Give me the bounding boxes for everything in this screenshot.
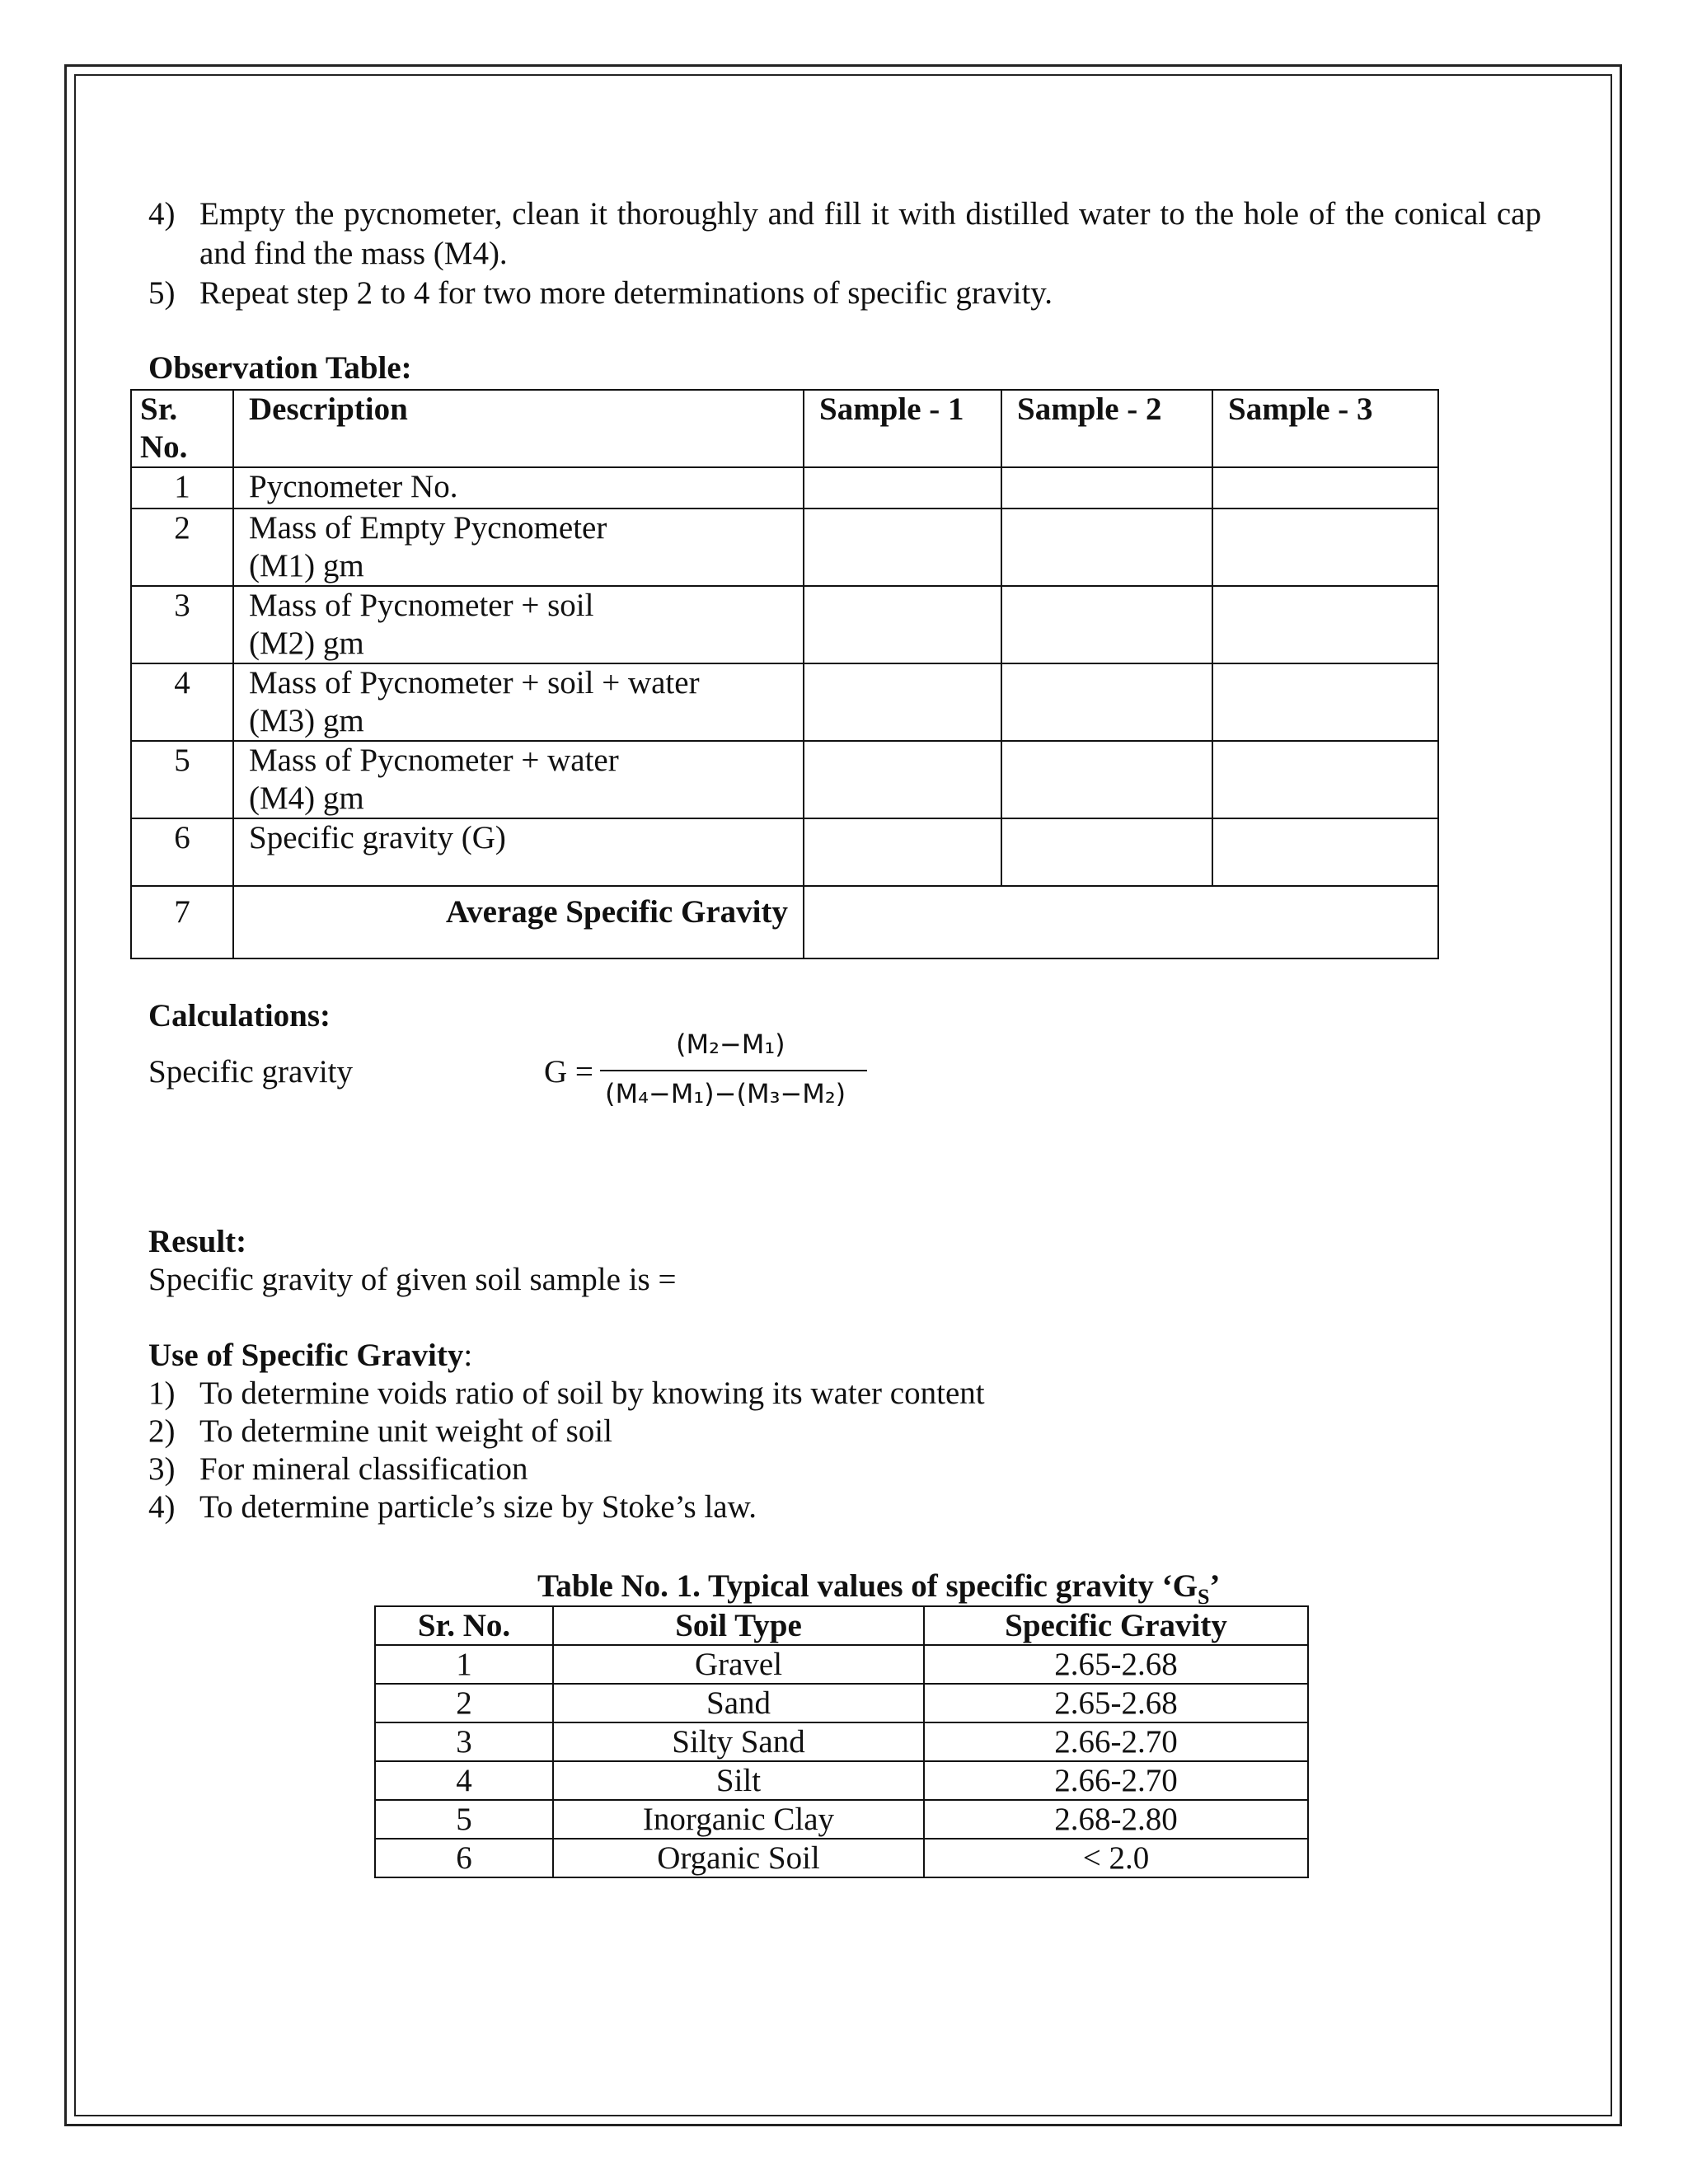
- result-heading: Result:: [148, 1224, 247, 1259]
- step-number: 5): [148, 275, 176, 311]
- cell-soil-type: Inorganic Clay: [553, 1800, 924, 1839]
- list-number: 3): [148, 1451, 176, 1487]
- cell-sr: 5: [375, 1800, 553, 1839]
- row-description: [233, 741, 804, 818]
- table-row: [131, 663, 1438, 741]
- table-row: [375, 1761, 1308, 1800]
- average-row: [131, 886, 1438, 958]
- row-description-line: Mass of Pycnometer + soil: [249, 588, 594, 623]
- row-description: [233, 467, 804, 509]
- observation-table: [130, 389, 1439, 959]
- table-row: [131, 467, 1438, 509]
- uses-heading: Use of Specific Gravity: [148, 1338, 464, 1373]
- table-row: [375, 1684, 1308, 1722]
- cell-sample-2[interactable]: [1001, 509, 1212, 586]
- step-text: Repeat step 2 to 4 for two more determinations of specific gravity.: [199, 275, 1053, 311]
- typical-table-caption: [537, 1568, 1220, 1610]
- cell-specific-gravity: 2.68-2.80: [924, 1800, 1308, 1839]
- step-5: [148, 274, 1541, 313]
- calculations-label: Specific gravity: [148, 1054, 353, 1090]
- list-item: [148, 1451, 985, 1488]
- caption-quote: ’: [1209, 1568, 1221, 1604]
- fraction-bar: [600, 1070, 867, 1071]
- cell-soil-type: Silty Sand: [553, 1722, 924, 1761]
- cell-sample-1[interactable]: [804, 586, 1001, 663]
- row-description: [233, 818, 804, 886]
- list-number: 4): [148, 1489, 176, 1525]
- list-item: [148, 1375, 985, 1413]
- row-description: [233, 509, 804, 586]
- table-row: [131, 509, 1438, 586]
- table-row: [131, 586, 1438, 663]
- cell-soil-type: Sand: [553, 1684, 924, 1722]
- cell-sample-3[interactable]: [1212, 509, 1438, 586]
- row-sr: 2: [131, 509, 233, 586]
- table-row: [131, 818, 1438, 886]
- typical-values-table: [374, 1605, 1309, 1878]
- average-value-cell[interactable]: [804, 886, 1438, 958]
- header-sample-1: Sample - 1: [804, 390, 1001, 467]
- table-row: [375, 1722, 1308, 1761]
- row-sr: 4: [131, 663, 233, 741]
- cell-specific-gravity: 2.66-2.70: [924, 1722, 1308, 1761]
- step-4: [148, 194, 1541, 274]
- formula-lhs: G =: [544, 1054, 593, 1090]
- cell-sample-2[interactable]: [1001, 467, 1212, 509]
- uses-colon: :: [463, 1338, 473, 1373]
- list-number: 1): [148, 1376, 176, 1411]
- cell-specific-gravity: 2.65-2.68: [924, 1684, 1308, 1722]
- cell-sample-2[interactable]: [1001, 586, 1212, 663]
- calculations-heading: Calculations:: [148, 998, 331, 1033]
- cell-sample-2[interactable]: [1001, 818, 1212, 886]
- cell-sample-1[interactable]: [804, 818, 1001, 886]
- list-item: [148, 1488, 985, 1526]
- cell-sr: 6: [375, 1839, 553, 1877]
- list-number: 2): [148, 1413, 176, 1449]
- result-text: Specific gravity of given soil sample is =: [148, 1262, 677, 1297]
- row-description-line: Mass of Empty Pycnometer: [249, 510, 607, 546]
- row-description-line: Mass of Pycnometer + soil + water: [249, 665, 700, 701]
- table-row: [375, 1645, 1308, 1684]
- row-description-unit: (M1) gm: [249, 548, 364, 583]
- list-text: To determine voids ratio of soil by knowing its water content: [199, 1376, 985, 1411]
- observation-heading: Observation Table:: [148, 350, 412, 386]
- cell-sample-3[interactable]: [1212, 741, 1438, 818]
- cell-soil-type: Silt: [553, 1761, 924, 1800]
- cell-sample-3[interactable]: [1212, 818, 1438, 886]
- cell-soil-type: Gravel: [553, 1645, 924, 1684]
- header-sample-2: Sample - 2: [1001, 390, 1212, 467]
- caption-subscript: S: [1197, 1584, 1210, 1609]
- row-sr: 5: [131, 741, 233, 818]
- header-sample-3: Sample - 3: [1212, 390, 1438, 467]
- row-description: [233, 586, 804, 663]
- cell-soil-type: Organic Soil: [553, 1839, 924, 1877]
- step-number: 4): [148, 196, 176, 232]
- cell-sample-1[interactable]: [804, 663, 1001, 741]
- cell-sr: 4: [375, 1761, 553, 1800]
- header-sr-no: Sr. No.: [375, 1606, 553, 1645]
- procedure-steps: [148, 194, 1541, 313]
- table-row: [375, 1800, 1308, 1839]
- observation-header-row: [131, 390, 1438, 467]
- row-description-line: Pycnometer No.: [249, 469, 458, 504]
- cell-sample-3[interactable]: [1212, 663, 1438, 741]
- average-label: Average Specific Gravity: [233, 886, 804, 958]
- list-text: To determine particle’s size by Stoke’s law.: [199, 1489, 757, 1525]
- step-text: Empty the pycnometer, clean it thoroughly and fill it with distilled water to the hole of the conical cap and find the mass (M4).: [199, 196, 1541, 271]
- row-description: [233, 663, 804, 741]
- cell-sr: 1: [375, 1645, 553, 1684]
- uses-list: [148, 1375, 985, 1526]
- list-item: [148, 1413, 985, 1451]
- header-description: Description: [233, 390, 804, 467]
- uses-heading-line: [148, 1337, 472, 1374]
- cell-sr: 3: [375, 1722, 553, 1761]
- formula-numerator: (M₂−M₁): [676, 1029, 785, 1060]
- cell-sample-3[interactable]: [1212, 586, 1438, 663]
- row-description-unit: (M3) gm: [249, 703, 364, 738]
- caption-text: Table No. 1. Typical values of specific gravity ‘G: [537, 1568, 1198, 1604]
- table-row: [375, 1839, 1308, 1877]
- cell-sr: 2: [375, 1684, 553, 1722]
- row-sr: 3: [131, 586, 233, 663]
- list-text: To determine unit weight of soil: [199, 1413, 612, 1449]
- row-sr: 1: [131, 467, 233, 509]
- cell-sample-2[interactable]: [1001, 663, 1212, 741]
- cell-specific-gravity: 2.66-2.70: [924, 1761, 1308, 1800]
- header-sr-no: Sr. No.: [131, 390, 233, 467]
- row-sr: 7: [131, 886, 233, 958]
- cell-specific-gravity: 2.65-2.68: [924, 1645, 1308, 1684]
- list-text: For mineral classification: [199, 1451, 528, 1487]
- cell-sample-1[interactable]: [804, 509, 1001, 586]
- row-description-unit: (M2) gm: [249, 626, 364, 661]
- cell-sample-1[interactable]: [804, 467, 1001, 509]
- typical-header-row: [375, 1606, 1308, 1645]
- header-soil-type: Soil Type: [553, 1606, 924, 1645]
- cell-sample-3[interactable]: [1212, 467, 1438, 509]
- table-row: [131, 741, 1438, 818]
- row-description-line: Specific gravity (G): [249, 820, 506, 855]
- header-specific-gravity: Specific Gravity: [924, 1606, 1308, 1645]
- cell-sample-2[interactable]: [1001, 741, 1212, 818]
- row-description-unit: (M4) gm: [249, 780, 364, 816]
- formula-denominator: (M₄−M₁)−(M₃−M₂): [605, 1078, 846, 1109]
- row-description-line: Mass of Pycnometer + water: [249, 743, 619, 778]
- cell-sample-1[interactable]: [804, 741, 1001, 818]
- cell-specific-gravity: < 2.0: [924, 1839, 1308, 1877]
- row-sr: 6: [131, 818, 233, 886]
